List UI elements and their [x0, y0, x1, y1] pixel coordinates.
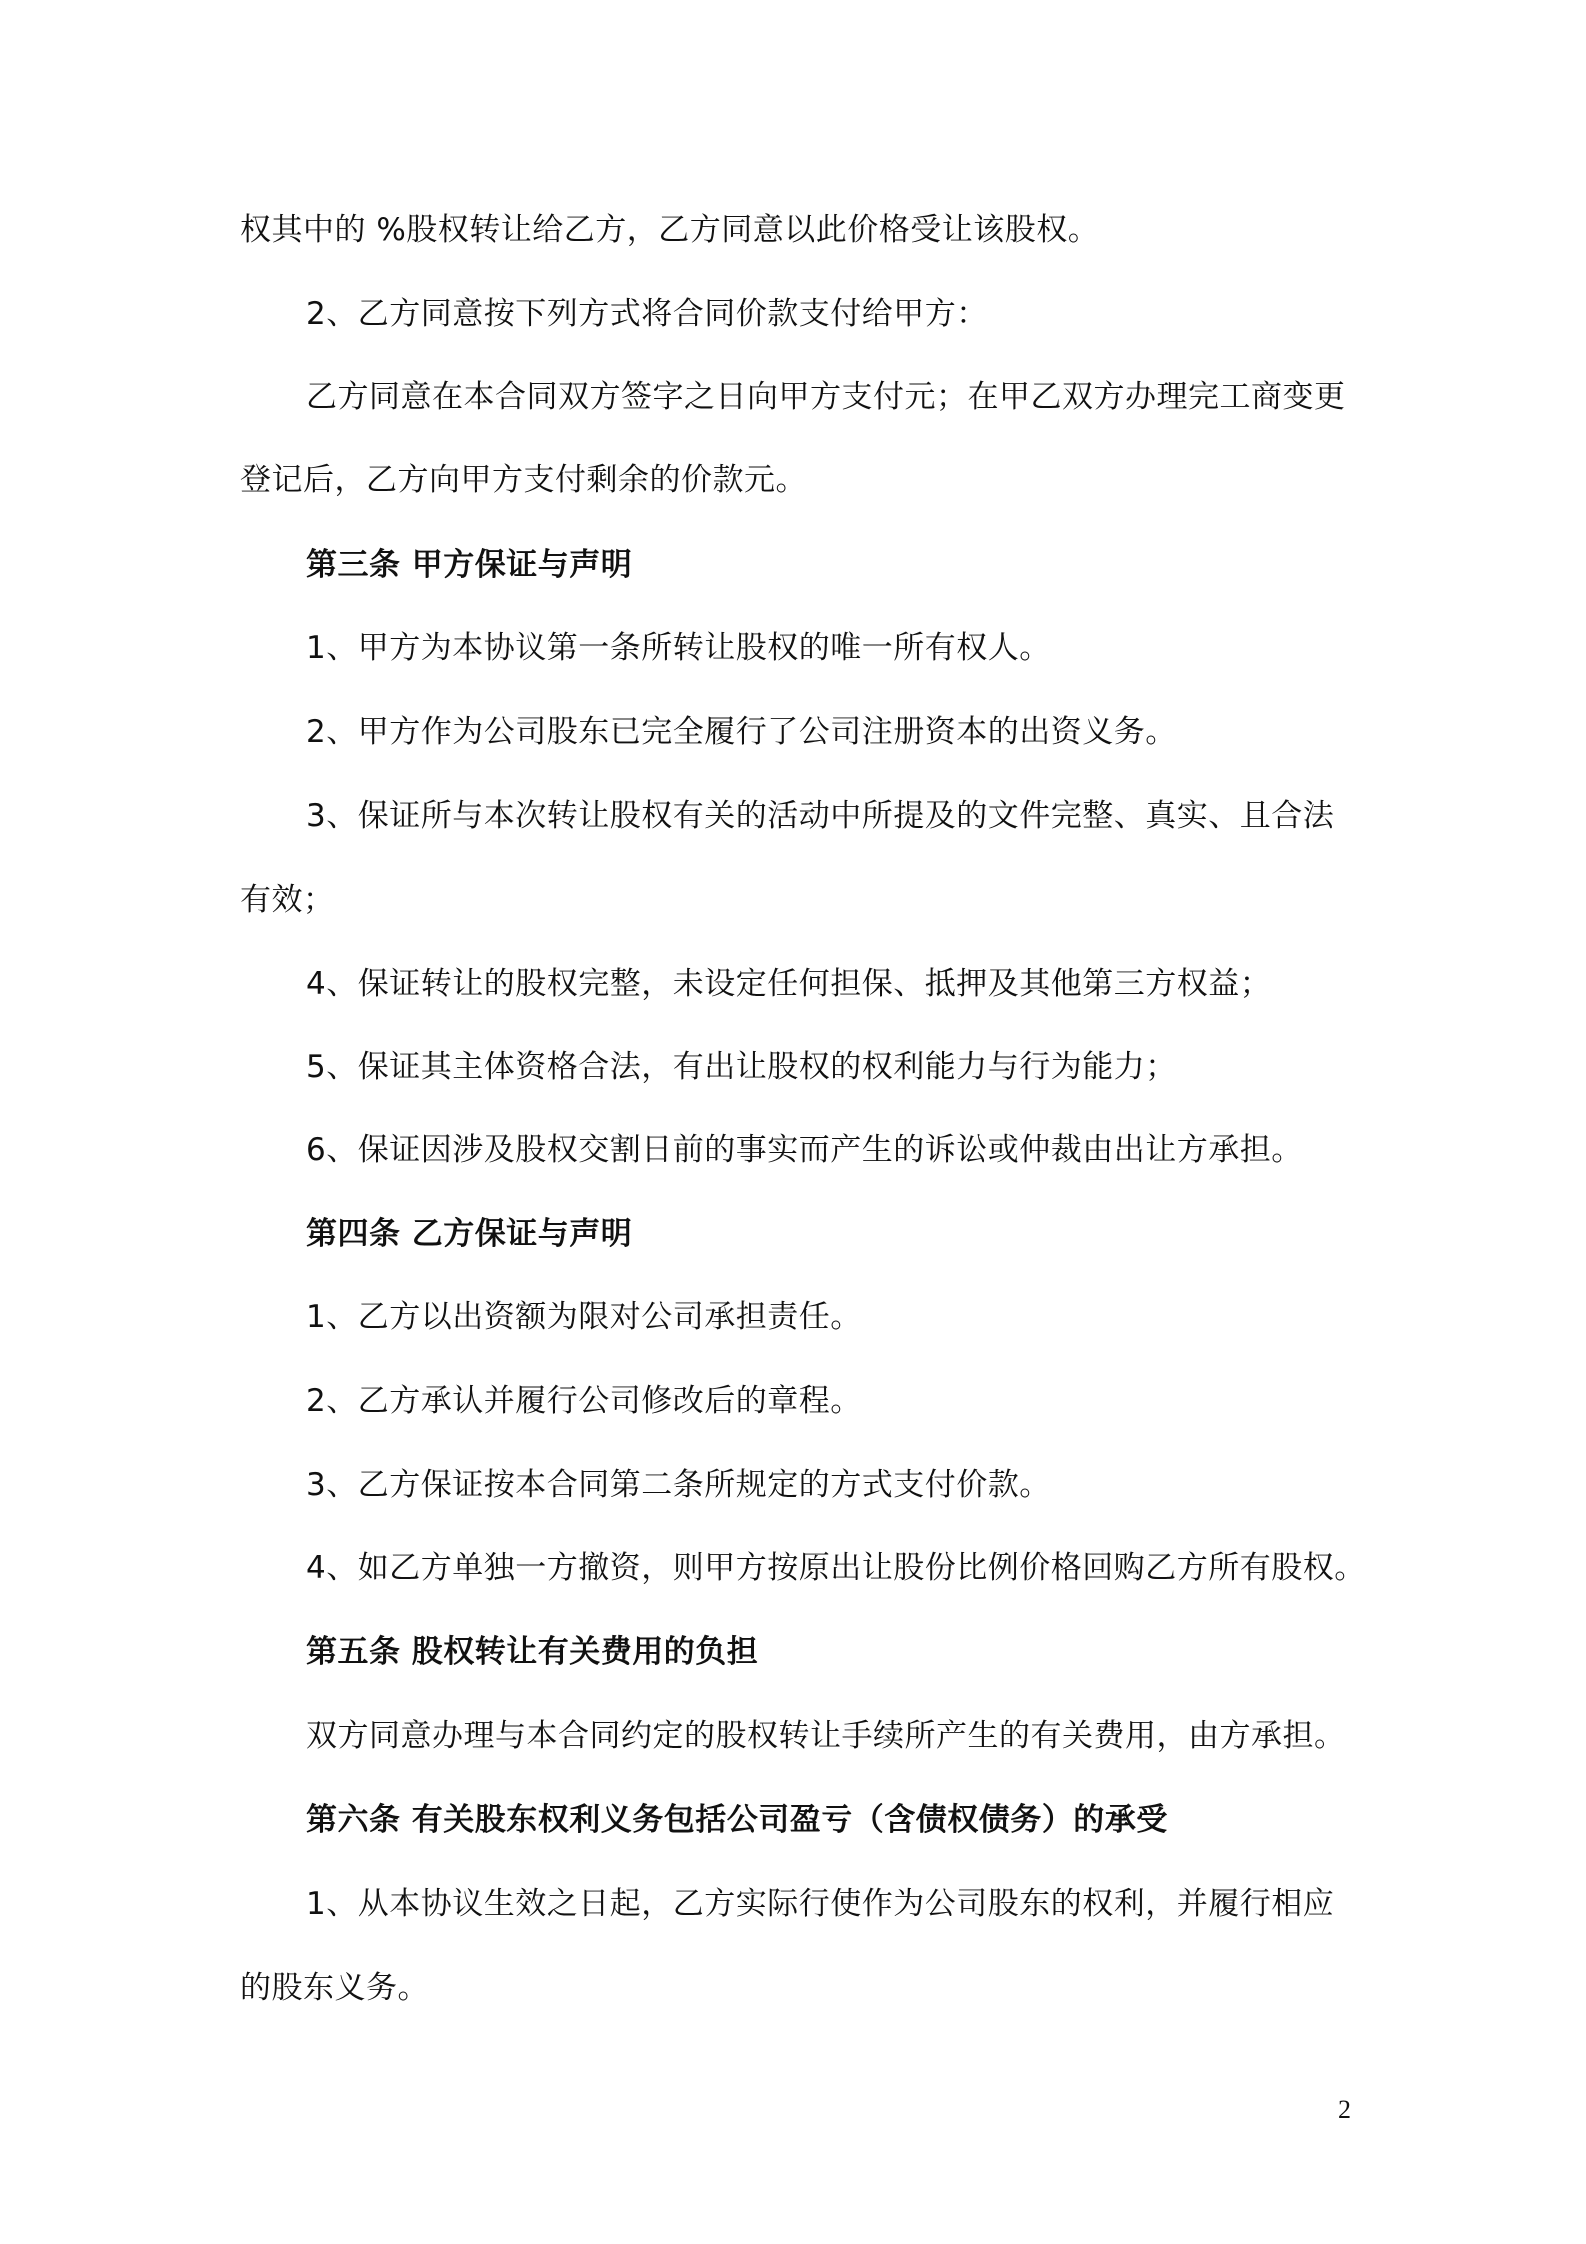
- clause-3-3-line-1: 3、保证所与本次转让股权有关的活动中所提及的文件完整、真实、且合法: [306, 798, 1335, 834]
- clause-6-1-line-2: 的股东义务。: [240, 1970, 429, 2006]
- clause-6-1-line-1: 1、从本协议生效之日起，乙方实际行使作为公司股东的权利，并履行相应: [306, 1886, 1335, 1922]
- clause-4-4: 4、如乙方单独一方撤资，则甲方按原出让股份比例价格回购乙方所有股权。: [306, 1550, 1366, 1586]
- paragraph-continuation: 权其中的 %股权转让给乙方，乙方同意以此价格受让该股权。: [240, 212, 1100, 248]
- clause-4-1: 1、乙方以出资额为限对公司承担责任。: [306, 1299, 862, 1335]
- article-5-body: 双方同意办理与本合同约定的股权转让手续所产生的有关费用，由方承担。: [306, 1718, 1346, 1754]
- clause-3-3-line-2: 有效；: [240, 882, 335, 918]
- clause-3-1: 1、甲方为本协议第一条所转让股权的唯一所有权人。: [306, 630, 1051, 666]
- clause-4-2: 2、乙方承认并履行公司修改后的章程。: [306, 1383, 862, 1419]
- article-3-heading: 第三条 甲方保证与声明: [306, 547, 633, 583]
- page-number: 2: [1338, 2095, 1351, 2124]
- clause-3-4: 4、保证转让的股权完整，未设定任何担保、抵押及其他第三方权益；: [306, 966, 1272, 1002]
- article-6-heading: 第六条 有关股东权利义务包括公司盈亏（含债权债务）的承受: [306, 1802, 1168, 1838]
- article-5-heading: 第五条 股权转让有关费用的负担: [306, 1634, 759, 1670]
- clause-2-2: 2、乙方同意按下列方式将合同价款支付给甲方：: [306, 296, 988, 332]
- payment-terms-line-2: 登记后，乙方向甲方支付剩余的价款元。: [240, 462, 807, 498]
- clause-3-2: 2、甲方作为公司股东已完全履行了公司注册资本的出资义务。: [306, 714, 1177, 750]
- payment-terms-line-1: 乙方同意在本合同双方签字之日向甲方支付元；在甲乙双方办理完工商变更: [306, 379, 1346, 415]
- clause-4-3: 3、乙方保证按本合同第二条所规定的方式支付价款。: [306, 1467, 1051, 1503]
- article-4-heading: 第四条 乙方保证与声明: [306, 1216, 633, 1252]
- clause-3-5: 5、保证其主体资格合法，有出让股权的权利能力与行为能力；: [306, 1049, 1177, 1085]
- clause-3-6: 6、保证因涉及股权交割日前的事实而产生的诉讼或仲裁由出让方承担。: [306, 1132, 1303, 1168]
